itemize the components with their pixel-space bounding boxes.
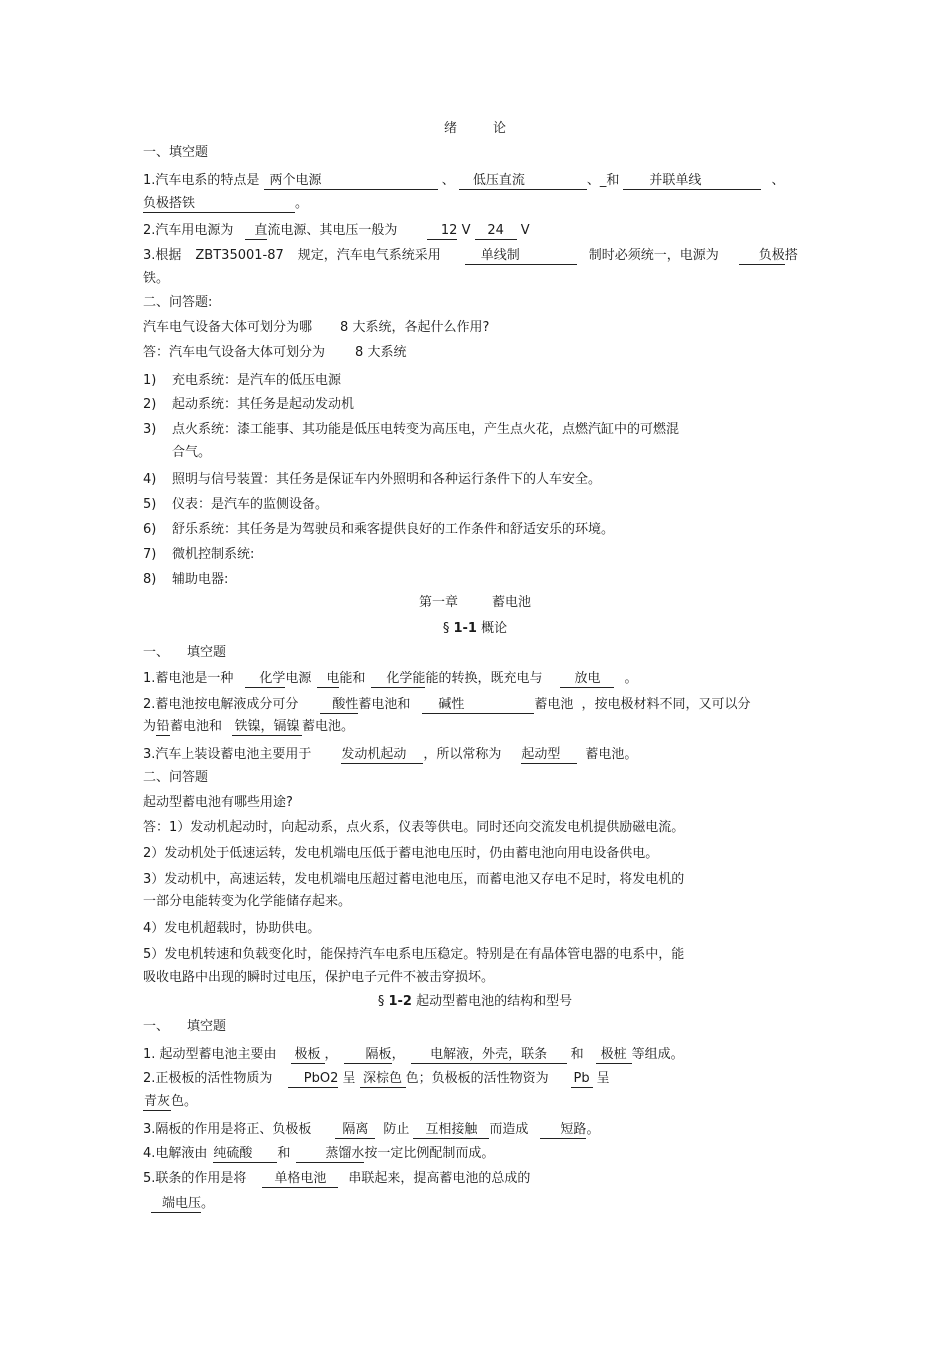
intro-q3-cont: 铁。 xyxy=(143,271,170,286)
intro-item xyxy=(143,396,354,414)
s2-f1 xyxy=(143,1046,684,1064)
s2-f1-sep1: ， xyxy=(324,1047,338,1062)
s2-f3 xyxy=(143,1121,599,1139)
intro-item xyxy=(143,521,614,539)
intro-item-text: 起动系统：其任务是起动发动机 xyxy=(172,397,355,412)
s2-f2-t3: 呈 xyxy=(596,1071,610,1086)
intro-item xyxy=(143,444,211,462)
s1-q3 xyxy=(143,746,637,764)
section-name: 起动型蓄电池的结构和型号 xyxy=(416,994,573,1009)
s1-q3-answer-2: 起动型 xyxy=(521,747,577,764)
s2-f3-answer-3: 短路 xyxy=(540,1122,586,1139)
intro-q2 xyxy=(143,222,530,240)
s1-answer-line: 吸收电路中出现的瞬时过电压，保护电子元件不被击穿损坏。 xyxy=(143,970,495,985)
s2-f3-answer-2: 互相接触 xyxy=(413,1122,489,1139)
intro-item-text: 合气。 xyxy=(172,445,212,460)
q3-mid2: 制时必须统一，电源为 xyxy=(588,248,719,263)
intro-answer-num: 8 xyxy=(355,345,364,360)
intro-question-text: 汽车电气设备大体可划分为哪 xyxy=(143,320,313,335)
s2-f5 xyxy=(143,1170,530,1188)
s1-q2-t4: 为 xyxy=(143,719,157,734)
s1-answer-line: 一部分电能转变为化学能储存起来。 xyxy=(143,894,352,909)
q2-mid: 流电源、其电压一般为 xyxy=(267,223,398,238)
s2-f1-answer-2: 隔板 xyxy=(344,1047,392,1064)
s2-f4 xyxy=(143,1145,494,1163)
s1-q2-answer-3: 铅 xyxy=(156,719,170,734)
s1-q2-answer-1: 酸性 xyxy=(320,697,358,714)
q1-answer-3: 并联单线 xyxy=(623,173,761,190)
s1-q3-t2: 蓄电池。 xyxy=(585,747,638,762)
s1-question: 起动型蓄电池有哪些用途? xyxy=(143,795,293,810)
s1-q2-t2: 蓄电池 xyxy=(534,697,574,712)
s2-f2-t2: 色；负极板的活性物资为 xyxy=(405,1071,549,1086)
intro-item-num: 7) xyxy=(143,547,157,562)
s1-q1-answer-3: 化学能 xyxy=(371,671,425,688)
s1-q2-t5: 蓄电池和 xyxy=(170,719,223,734)
intro-item xyxy=(143,496,328,514)
chapter-number: 第一章 xyxy=(418,595,458,610)
q2-unit-1: V xyxy=(461,223,471,238)
intro-question xyxy=(143,319,489,337)
q1-sep2: 、_和 xyxy=(586,173,620,188)
s1-answer-line: 3）发动机中，高速运转，发电机端电压超过蓄电池电压，而蓄电池又存电不足时，将发电机的 xyxy=(143,872,685,887)
s2-f1-t1: 和 xyxy=(570,1047,584,1062)
q2-answer-2: 12 xyxy=(427,223,457,240)
q2-answer-1: 直 xyxy=(245,223,267,240)
intro-answer-text: 答：汽车电气设备大体可划分为 xyxy=(143,345,326,360)
s2-f4-t2: 按一定比例配制而成。 xyxy=(364,1146,495,1161)
s1-q1-answer-4: 放电 xyxy=(560,671,614,688)
s2-f3-t2: 而造成 xyxy=(489,1122,529,1137)
q1-sep3: 、 xyxy=(771,173,785,188)
s2-f4-answer-1: 纯硫酸 xyxy=(213,1146,277,1163)
intro-qa-heading: 二、问答题: xyxy=(143,295,213,310)
s1-q1-end: 。 xyxy=(624,671,638,686)
s1-q1-t3: 能的转换，既充电与 xyxy=(425,671,543,686)
intro-answer xyxy=(143,344,406,362)
s1-q3-prefix: 3.汽车上装设蓄电池主要用于 xyxy=(143,747,312,762)
q2-answer-3: 24 xyxy=(475,223,517,240)
q3-mid1: 规定，汽车电气系统采用 xyxy=(297,248,441,263)
intro-item-num: 6) xyxy=(143,522,157,537)
q3-prefix: 3.根据 xyxy=(143,248,182,263)
intro-item-text: 辅助电器: xyxy=(172,572,229,587)
s1-answer-line: 4）发电机超载时，协助供电。 xyxy=(143,921,321,936)
s2-f2-t4: 色。 xyxy=(171,1094,198,1109)
section-symbol: § xyxy=(442,621,450,636)
s1-q1-t2: 能和 xyxy=(339,671,366,686)
intro-item-text: 照明与信号装置：其任务是保证车内外照明和各种运行条件下的人车安全。 xyxy=(172,472,602,487)
q1-answer-1: 两个电源 xyxy=(264,173,438,190)
s1-q3-t1: ，所以常称为 xyxy=(423,747,502,762)
q1-prefix: 1.汽车电系的特点是 xyxy=(143,173,260,188)
s1-answer-line: 5）发电机转速和负载变化时，能保持汽车电系电压稳定。特别是在有晶体管电器的电系中，能 xyxy=(143,947,685,962)
intro-item-text: 充电系统：是汽车的低压电源 xyxy=(172,373,342,388)
s2-f3-prefix: 3.隔板的作用是将正、负极板 xyxy=(143,1122,312,1137)
s1-q2-t6: 蓄电池。 xyxy=(302,719,355,734)
s2-f3-answer-1: 隔离 xyxy=(335,1122,375,1139)
intro-title-a: 绪 xyxy=(443,121,457,136)
s2-f1-answer-3: 电解液，外壳，联条 xyxy=(411,1047,567,1064)
intro-item-text: 舒乐系统：其任务是为驾驶员和乘客提供良好的工作条件和舒适安乐的环境。 xyxy=(172,522,615,537)
intro-title-b: 论 xyxy=(493,121,507,136)
s2-f1-prefix: 1. 起动型蓄电池主要由 xyxy=(143,1047,277,1062)
q1-end: 。 xyxy=(295,196,309,211)
s1-q2-answer-2: 碱性 xyxy=(422,697,534,714)
q3-standard: ZBT35001-87 xyxy=(195,248,284,263)
s1-q2 xyxy=(143,696,750,714)
s2-f2-prefix: 2.正极板的活性物质为 xyxy=(143,1071,273,1086)
s2-f1-answer-4: 极桩 xyxy=(596,1047,632,1064)
s1-q1 xyxy=(143,670,637,688)
q1-sep1: 、 xyxy=(441,173,455,188)
s2-f2-answer-4: 青灰 xyxy=(143,1094,170,1109)
intro-item-num: 4) xyxy=(143,472,157,487)
q3-answer-2: 负极 xyxy=(739,248,785,265)
s1-fill-heading-text: 填空题 xyxy=(187,645,227,660)
section-1-1-title xyxy=(0,620,950,638)
s2-f3-end: 。 xyxy=(586,1122,600,1137)
s2-f5-answer-1: 单格电池 xyxy=(262,1171,338,1188)
intro-q1 xyxy=(143,172,785,190)
chapter-name: 蓄电池 xyxy=(492,595,532,610)
s2-f2-t1: 呈 xyxy=(342,1071,356,1086)
s2-fill-heading xyxy=(143,1018,226,1036)
section-name: 概论 xyxy=(481,621,508,636)
s1-q3-answer-1: 发动机起动 xyxy=(341,747,423,764)
section-1-2-title xyxy=(0,993,950,1011)
s1-q2-t1: 蓄电池和 xyxy=(358,697,411,712)
intro-item xyxy=(143,471,601,489)
s2-f5-answer-2: 端电压 xyxy=(151,1196,201,1213)
q2-unit-2: V xyxy=(520,223,530,238)
intro-item-num: 8) xyxy=(143,572,157,587)
s2-f1-answer-1: 极板 xyxy=(291,1047,325,1064)
intro-item-num: 5) xyxy=(143,497,157,512)
s2-f3-t1: 防止 xyxy=(383,1122,410,1137)
section-number: 1-2 xyxy=(388,994,412,1009)
intro-item xyxy=(143,571,228,589)
s1-answer-line: 答：1）发动机起动时，向起动系，点火系，仪表等供电。同时还向交流发电机提供励磁电流。 xyxy=(143,820,685,835)
section-number: 1-1 xyxy=(453,621,477,636)
s2-f2-answer-2: 深棕色 xyxy=(360,1071,406,1088)
intro-item xyxy=(143,546,254,564)
intro-q3 xyxy=(143,247,798,265)
s2-f5-t1: 串联起来，提高蓄电池的总成的 xyxy=(348,1171,531,1186)
s2-f2-answer-1: PbO2 xyxy=(288,1071,338,1088)
intro-question-tail: 大系统，各起什么作用? xyxy=(352,320,490,335)
s1-fill-heading-num: 一、 xyxy=(143,645,170,660)
q3-tail: 搭 xyxy=(784,248,798,263)
s2-fill-heading-num: 一、 xyxy=(143,1019,170,1034)
section-symbol: § xyxy=(377,994,385,1009)
s2-f1-t2: 等组成。 xyxy=(631,1047,684,1062)
s1-answer-line: 2）发动机处于低速运转，发电机端电压低于蓄电池电压时，仍由蓄电池向用电设备供电。 xyxy=(143,846,659,861)
s2-f5-end: 。 xyxy=(201,1196,215,1211)
s1-qa-heading: 二、问答题 xyxy=(143,770,209,785)
s2-f4-t1: 和 xyxy=(277,1146,291,1161)
intro-item-num: 1) xyxy=(143,373,157,388)
s2-f4-answer-2: 蒸馏水 xyxy=(296,1146,364,1163)
intro-item-num: 3) xyxy=(143,422,157,437)
s2-f5-cont xyxy=(143,1195,214,1213)
s1-q2-t3: ，按电极材料不同，又可以分 xyxy=(581,697,751,712)
q3-answer-1: 单线制 xyxy=(465,248,577,265)
q2-prefix: 2.汽车用电源为 xyxy=(143,223,234,238)
intro-answer-tail: 大系统 xyxy=(367,345,407,360)
s1-q2-prefix: 2.蓄电池按电解液成分可分 xyxy=(143,697,299,712)
s2-fill-heading-text: 填空题 xyxy=(187,1019,227,1034)
s1-fill-heading xyxy=(143,644,226,662)
s2-f2-cont xyxy=(143,1093,197,1111)
q1-answer-2: 低压直流 xyxy=(459,173,587,190)
s1-q1-answer-2: 电 xyxy=(317,671,339,688)
intro-fill-heading: 一、填空题 xyxy=(143,145,209,160)
intro-question-num: 8 xyxy=(340,320,349,335)
s1-q2-answer-4: 铁镍，镉镍 xyxy=(232,719,302,736)
s2-f5-prefix: 5.联条的作用是将 xyxy=(143,1171,247,1186)
s2-f4-prefix: 4.电解液由 xyxy=(143,1146,208,1161)
s2-f2 xyxy=(143,1070,610,1088)
intro-q1-cont xyxy=(143,195,308,213)
q1-answer-4: 负极搭铁 xyxy=(143,196,295,213)
intro-item-text: 微机控制系统: xyxy=(172,547,255,562)
chapter-title xyxy=(0,594,950,612)
intro-title xyxy=(0,120,950,138)
s2-f1-sep2: ， xyxy=(391,1047,405,1062)
intro-item-text: 点火系统：漆工能事、其功能是低压电转变为高压电，产生点火花，点燃汽缸中的可燃混 xyxy=(172,422,680,437)
s1-q1-answer-1: 化学 xyxy=(245,671,285,688)
s1-q1-t1: 电源 xyxy=(285,671,312,686)
s1-q1-prefix: 1.蓄电池是一种 xyxy=(143,671,234,686)
intro-item-text: 仪表：是汽车的监侧设备。 xyxy=(172,497,329,512)
intro-item xyxy=(143,421,679,439)
intro-item-num: 2) xyxy=(143,397,157,412)
s1-q2-cont xyxy=(143,718,354,736)
intro-item xyxy=(143,372,341,390)
s2-f2-answer-3: Pb xyxy=(571,1071,593,1088)
